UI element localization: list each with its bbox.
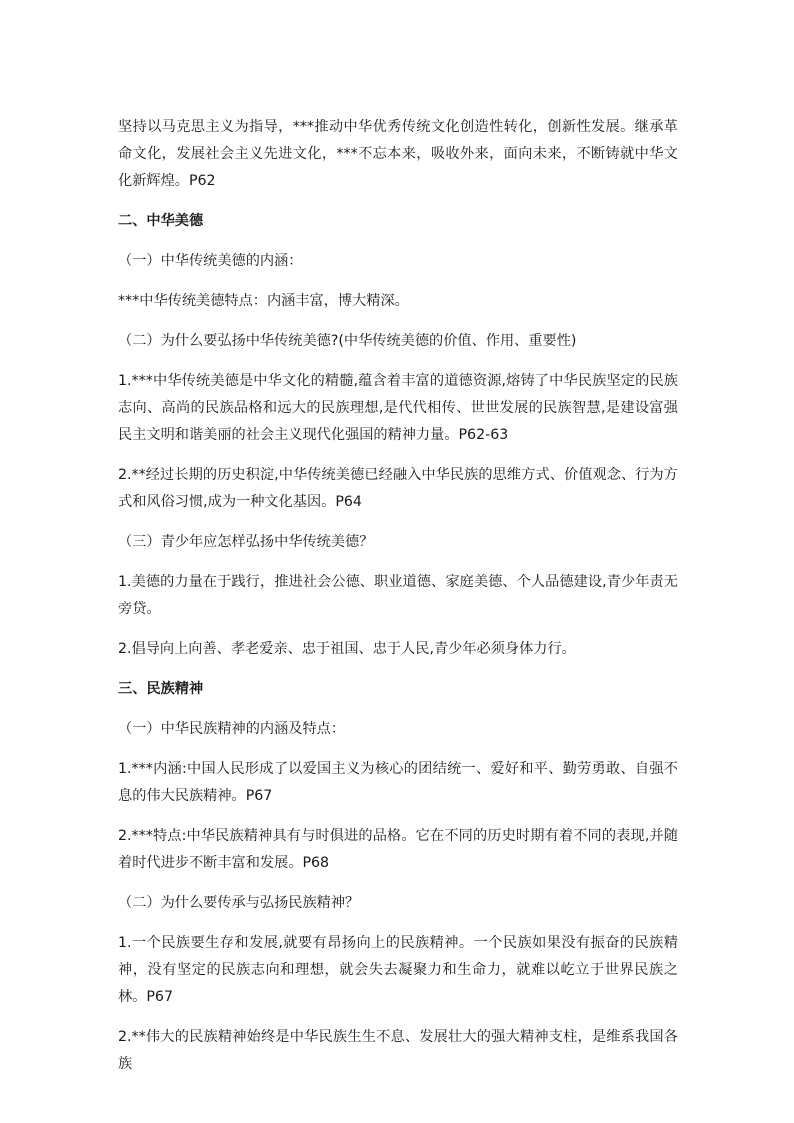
subheading-youth-virtue: （三）青少年应怎样弘扬中华传统美德？ [118, 534, 374, 550]
subheading-why-spirit: （二）为什么要传承与弘扬民族精神？ [118, 895, 360, 911]
section-heading-virtue: 二、中华美德 [118, 213, 204, 229]
paragraph-youth-virtue-2: 2.倡导向上向善、孝老爱亲、忠于祖国、忠于人民,青少年必须身体力行。 [118, 641, 576, 657]
paragraph-spirit-reason-2: 2.**伟大的民族精神始终是中华民族生生不息、发展壮大的强大精神支柱，是维系我国各族 [118, 1029, 678, 1072]
paragraph-virtue-reason-1: 1.***中华传统美德是中华文化的精髓,蕴含着丰富的道德资源,熔铸了中华民族坚定的民族志向、高尚的民族品格和远大的民族理想,是代代相传、世世发展的民族智慧,是建设富强民主文明和谐美丽的社会主义现代化强国的精神力量。P62-63 [118, 373, 678, 443]
section-heading-spirit: 三、民族精神 [118, 681, 204, 697]
subheading-virtue-meaning: （一）中华传统美德的内涵： [118, 253, 303, 269]
paragraph-spirit-reason-1: 1.一个民族要生存和发展,就要有昂扬向上的民族精神。一个民族如果没有振奋的民族精神，没有坚定的民族志向和理想，就会失去凝聚力和生命力，就难以屹立于世界民族之林。P67 [118, 935, 678, 1005]
paragraph-youth-virtue-1: 1.美德的力量在于践行，推进社会公德、职业道德、家庭美德、个人品德建设,青少年责无旁贷。 [118, 574, 678, 617]
paragraph-spirit-meaning-2: 2.***特点:中华民族精神具有与时俱进的品格。它在不同的历史时期有着不同的表现,并随着时代进步不断丰富和发展。P68 [118, 828, 678, 871]
paragraph-virtue-feature: ***中华传统美德特点：内涵丰富，博大精深。 [118, 293, 409, 309]
paragraph-virtue-reason-2: 2.**经过长期的历史积淀,中华传统美德已经融入中华民族的思维方式、价值观念、行为方式和风俗习惯,成为一种文化基因。P64 [118, 467, 678, 510]
subheading-why-virtue: （二）为什么要弘扬中华传统美德?(中华传统美德的价值、作用、重要性) [118, 333, 577, 349]
document-page [118, 114, 678, 1091]
subheading-spirit-meaning: （一）中华民族精神的内涵及特点： [118, 721, 346, 737]
paragraph-spirit-meaning-1: 1.***内涵:中国人民形成了以爱国主义为核心的团结统一、爱好和平、勤劳勇敢、自强不息的伟大民族精神。P67 [118, 761, 678, 804]
paragraph-intro: 坚持以马克思主义为指导，***推动中华优秀传统文化创造性转化，创新性发展。继承革命文化，发展社会主义先进文化，***不忘本来，吸收外来，面向未来，不断铸就中华文化新辉煌。P62 [118, 119, 678, 189]
